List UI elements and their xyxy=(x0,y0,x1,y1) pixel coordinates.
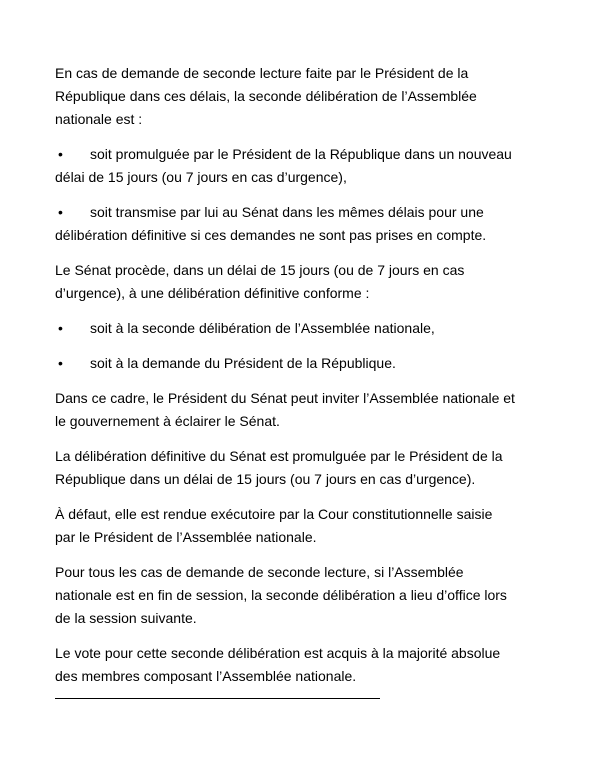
paragraph xyxy=(55,642,555,688)
bullet-text: soit à la demande du Président de la République. xyxy=(90,355,396,371)
text-line: Le Sénat procède, dans un délai de 15 jours (ou de 7 jours en cas xyxy=(55,262,465,278)
text-line: Pour tous les cas de demande de seconde lecture, si l’Assemblée xyxy=(55,564,464,580)
text-line: nationale est en fin de session, la seconde délibération a lieu d’office lors xyxy=(55,587,507,603)
text-line: nationale est : xyxy=(55,111,143,127)
bullet-item xyxy=(55,201,555,247)
bullet-item xyxy=(55,143,555,189)
paragraph xyxy=(55,445,555,491)
text-line: des membres composant l’Assemblée nationale. xyxy=(55,668,357,684)
text-line: de la session suivante. xyxy=(55,610,197,626)
text-line xyxy=(55,201,555,224)
text-line: République dans un délai de 15 jours (ou 7 jours en cas d’urgence). xyxy=(55,471,476,487)
bullet-text: soit à la seconde délibération de l’Assemblée nationale, xyxy=(90,320,435,336)
bullet-icon: • xyxy=(58,204,63,220)
text-line xyxy=(55,352,555,375)
bullet-text: soit transmise par lui au Sénat dans les mêmes délais pour une xyxy=(90,204,484,220)
text-line: La délibération définitive du Sénat est promulguée par le Président de la xyxy=(55,448,503,464)
paragraph xyxy=(55,561,555,630)
text-line xyxy=(55,143,555,166)
bullet-item xyxy=(55,317,555,340)
paragraph xyxy=(55,62,555,131)
text-line: d’urgence), à une délibération définitive conforme : xyxy=(55,285,370,301)
text-line: par le Président de l’Assemblée nationale. xyxy=(55,529,317,545)
separator-rule xyxy=(55,698,380,699)
bullet-icon: • xyxy=(58,320,63,336)
text-line xyxy=(55,317,555,340)
paragraph xyxy=(55,259,555,305)
text-line: En cas de demande de seconde lecture faite par le Président de la xyxy=(55,65,469,81)
paragraph xyxy=(55,503,555,549)
text-line: République dans ces délais, la seconde délibération de l’Assemblée xyxy=(55,88,477,104)
bullet-item xyxy=(55,352,555,375)
text-line: À défaut, elle est rendue exécutoire par la Cour constitutionnelle saisie xyxy=(55,506,493,522)
text-line: délai de 15 jours (ou 7 jours en cas d’urgence), xyxy=(55,169,347,185)
bullet-text: soit promulguée par le Président de la République dans un nouveau xyxy=(90,146,512,162)
paragraph xyxy=(55,387,555,433)
text-line: Dans ce cadre, le Président du Sénat peut inviter l’Assemblée nationale et xyxy=(55,390,515,406)
text-line: le gouvernement à éclairer le Sénat. xyxy=(55,413,280,429)
bullet-icon: • xyxy=(58,146,63,162)
document-body xyxy=(55,62,555,700)
bullet-icon: • xyxy=(58,355,63,371)
text-line: délibération définitive si ces demandes ne sont pas prises en compte. xyxy=(55,227,487,243)
text-line: Le vote pour cette seconde délibération est acquis à la majorité absolue xyxy=(55,645,501,661)
